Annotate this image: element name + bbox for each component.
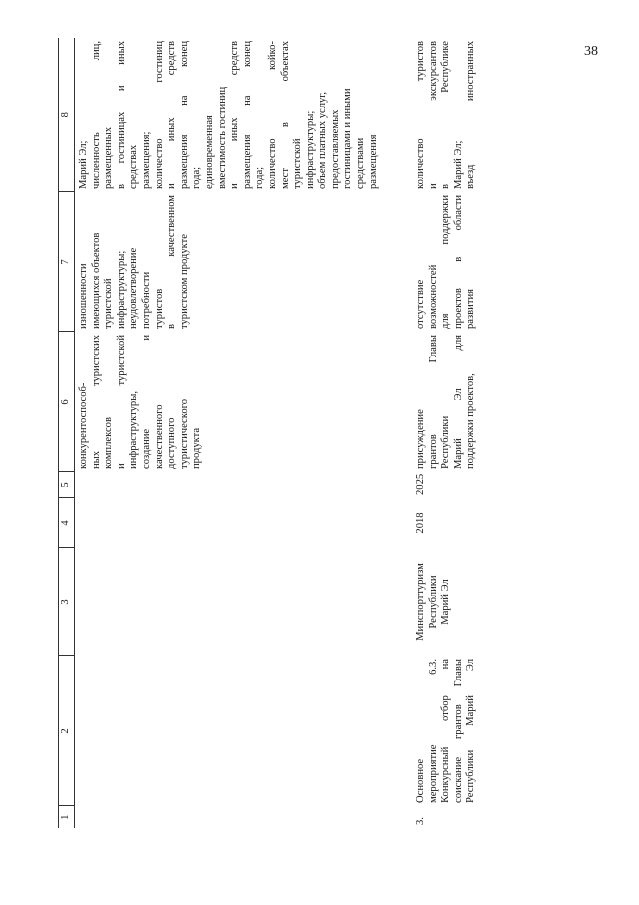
end-year-cell — [75, 472, 408, 498]
column-header: 7 — [59, 192, 75, 332]
column-header: 4 — [59, 498, 75, 548]
column-numbers-row — [59, 38, 75, 828]
page-number: 38 — [584, 44, 598, 59]
column-header: 2 — [59, 656, 75, 806]
expected-result-cell: присуждение грантов Главы Республики Марий Эл для поддержки проектов, — [415, 335, 477, 469]
measure-name-cell — [75, 656, 408, 806]
consequences-cell: отсутствие возможностей для поддержки проектов в области развития — [415, 195, 477, 329]
row-number-cell: 3. — [415, 817, 426, 825]
column-header: 1 — [59, 806, 75, 828]
row-number-cell — [75, 806, 408, 828]
column-header: 5 — [59, 472, 75, 498]
column-header: 3 — [59, 548, 75, 656]
start-year-cell — [75, 498, 408, 548]
start-year-cell: 2018 — [415, 512, 426, 534]
executor-cell: Минспорттуризм Республики Марий Эл — [415, 563, 452, 641]
rotated-table-page — [58, 38, 578, 828]
table-row — [75, 38, 408, 828]
end-year-cell: 2025 — [415, 473, 426, 495]
column-header: 8 — [59, 38, 75, 192]
column-header: 6 — [59, 332, 75, 472]
consequences-cell: изношенности имеющихся объектов туристской инфраструктуры; неудовлетворение потребности туристов в качественном туристском продукте — [78, 195, 190, 329]
executor-cell — [75, 548, 408, 656]
expected-result-cell: конкурентоспособ- ных туристских комплексов и туристской инфраструктуры, создание и качественного доступного туристического продукта — [78, 335, 203, 469]
measure-name-cell: Основное мероприятие 6.3. Конкурсный отбор на соискание грантов Главы Республики Марий Эл — [415, 659, 477, 803]
indicators-cell: количество туристов и экскурсантов в Республике Марий Эл; въезд иностранных — [415, 41, 477, 189]
table-row — [407, 38, 568, 828]
indicators-cell: Марий Эл; численность лиц, размещенных в гостиницах и иных средствах размещения; количество гостиниц и иных средств размещения на конец года; единовременная вместимость гостиниц и иных средств размещения на конец года; количество койко- мест в объектах туристской инфраструктуры; объем платных услуг, предоставляемых гостиницами и иными средствами размещения — [78, 41, 379, 189]
program-table — [58, 38, 568, 828]
